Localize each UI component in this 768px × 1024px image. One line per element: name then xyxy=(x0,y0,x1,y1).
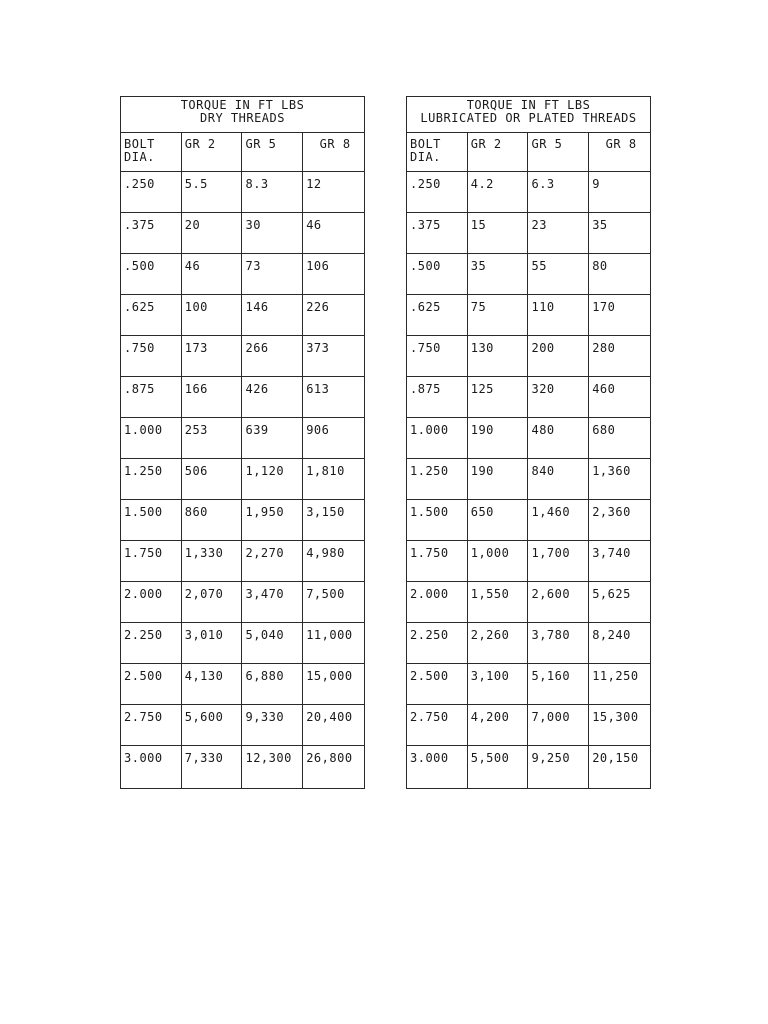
table-row xyxy=(121,377,365,418)
gr8-cell: 3,740 xyxy=(589,541,651,582)
gr5-cell: 8.3 xyxy=(242,172,303,213)
table-title xyxy=(121,97,365,133)
table-row xyxy=(407,500,651,541)
table-row xyxy=(407,664,651,705)
gr8-cell: 12 xyxy=(303,172,365,213)
bolt-dia-cell: .875 xyxy=(407,377,468,418)
gr5-cell: 9,250 xyxy=(528,746,589,789)
table-title xyxy=(407,97,651,133)
bolt-dia-cell: 2.750 xyxy=(407,705,468,746)
gr8-cell: 1,810 xyxy=(303,459,365,500)
gr2-cell: 125 xyxy=(467,377,528,418)
table-row xyxy=(407,746,651,789)
gr2-cell: 1,000 xyxy=(467,541,528,582)
table-row xyxy=(121,746,365,789)
gr5-cell: 30 xyxy=(242,213,303,254)
bolt-dia-cell: 1.000 xyxy=(407,418,468,459)
gr8-cell: 20,400 xyxy=(303,705,365,746)
gr5-cell: 1,950 xyxy=(242,500,303,541)
gr2-cell: 3,100 xyxy=(467,664,528,705)
gr2-cell: 190 xyxy=(467,459,528,500)
gr5-cell: 7,000 xyxy=(528,705,589,746)
gr8-cell: 15,300 xyxy=(589,705,651,746)
bolt-dia-cell: 2.250 xyxy=(407,623,468,664)
gr8-cell: 460 xyxy=(589,377,651,418)
gr2-cell: 75 xyxy=(467,295,528,336)
gr5-cell: 12,300 xyxy=(242,746,303,789)
gr2-cell: 5.5 xyxy=(181,172,242,213)
bolt-dia-cell: .375 xyxy=(407,213,468,254)
table-row xyxy=(407,705,651,746)
gr5-cell: 5,160 xyxy=(528,664,589,705)
bolt-dia-cell: .875 xyxy=(121,377,182,418)
table-row xyxy=(121,418,365,459)
table-row xyxy=(407,254,651,295)
bolt-dia-cell: 1.250 xyxy=(407,459,468,500)
gr5-cell: 480 xyxy=(528,418,589,459)
table-row xyxy=(121,459,365,500)
bolt-dia-cell: 1.250 xyxy=(121,459,182,500)
gr8-cell: 4,980 xyxy=(303,541,365,582)
gr8-cell: 9 xyxy=(589,172,651,213)
gr8-cell: 613 xyxy=(303,377,365,418)
gr8-cell: 80 xyxy=(589,254,651,295)
gr8-cell: 680 xyxy=(589,418,651,459)
bolt-dia-cell: 1.000 xyxy=(121,418,182,459)
bolt-dia-cell: 2.750 xyxy=(121,705,182,746)
bolt-dia-cell: .250 xyxy=(121,172,182,213)
gr2-cell: 506 xyxy=(181,459,242,500)
gr5-cell: 3,470 xyxy=(242,582,303,623)
gr5-cell: 320 xyxy=(528,377,589,418)
bolt-dia-cell: .375 xyxy=(121,213,182,254)
table-title-row xyxy=(121,97,365,133)
bolt-dia-cell: 2.500 xyxy=(407,664,468,705)
gr8-cell: 11,000 xyxy=(303,623,365,664)
gr8-cell: 373 xyxy=(303,336,365,377)
bolt-dia-cell: .750 xyxy=(121,336,182,377)
gr2-cell: 253 xyxy=(181,418,242,459)
gr2-cell: 190 xyxy=(467,418,528,459)
table-title-line2: DRY THREADS xyxy=(200,111,285,125)
gr5-cell: 2,270 xyxy=(242,541,303,582)
gr2-cell: 1,550 xyxy=(467,582,528,623)
header-bolt-dia: BOLT DIA. xyxy=(407,133,468,172)
header-gr5: GR 5 xyxy=(528,133,589,172)
table-title-line1: TORQUE IN FT LBS xyxy=(180,98,305,112)
gr8-cell: 15,000 xyxy=(303,664,365,705)
gr2-cell: 2,070 xyxy=(181,582,242,623)
table-row xyxy=(121,705,365,746)
bolt-dia-cell: .625 xyxy=(121,295,182,336)
table-row xyxy=(121,295,365,336)
gr8-cell: 26,800 xyxy=(303,746,365,789)
gr5-cell: 6,880 xyxy=(242,664,303,705)
bolt-dia-cell: .625 xyxy=(407,295,468,336)
gr8-cell: 226 xyxy=(303,295,365,336)
table-row xyxy=(407,418,651,459)
gr5-cell: 639 xyxy=(242,418,303,459)
bolt-dia-cell: .250 xyxy=(407,172,468,213)
gr8-cell: 7,500 xyxy=(303,582,365,623)
bolt-dia-cell: 2.000 xyxy=(121,582,182,623)
gr2-cell: 20 xyxy=(181,213,242,254)
gr5-cell: 3,780 xyxy=(528,623,589,664)
gr2-cell: 4,200 xyxy=(467,705,528,746)
table-header-row xyxy=(121,133,365,172)
gr5-cell: 200 xyxy=(528,336,589,377)
bolt-dia-cell: 2.500 xyxy=(121,664,182,705)
table-row xyxy=(407,172,651,213)
bolt-dia-cell: 1.500 xyxy=(407,500,468,541)
table-row xyxy=(121,500,365,541)
table-row xyxy=(121,664,365,705)
gr2-cell: 4,130 xyxy=(181,664,242,705)
table-row xyxy=(121,541,365,582)
gr2-cell: 100 xyxy=(181,295,242,336)
gr2-cell: 166 xyxy=(181,377,242,418)
gr2-cell: 3,010 xyxy=(181,623,242,664)
gr8-cell: 11,250 xyxy=(589,664,651,705)
gr2-cell: 15 xyxy=(467,213,528,254)
lubricated-threads-torque-table xyxy=(406,96,651,789)
gr2-cell: 1,330 xyxy=(181,541,242,582)
table-row xyxy=(407,459,651,500)
gr8-cell: 2,360 xyxy=(589,500,651,541)
table-header-row xyxy=(407,133,651,172)
bolt-dia-cell: 3.000 xyxy=(407,746,468,789)
table-row xyxy=(121,213,365,254)
gr5-cell: 1,700 xyxy=(528,541,589,582)
gr5-cell: 110 xyxy=(528,295,589,336)
table-row xyxy=(121,582,365,623)
header-gr2: GR 2 xyxy=(181,133,242,172)
gr2-cell: 860 xyxy=(181,500,242,541)
table-row xyxy=(407,336,651,377)
gr2-cell: 650 xyxy=(467,500,528,541)
gr2-cell: 4.2 xyxy=(467,172,528,213)
table-row xyxy=(121,336,365,377)
gr8-cell: 280 xyxy=(589,336,651,377)
bolt-dia-cell: 2.250 xyxy=(121,623,182,664)
bolt-dia-cell: 1.750 xyxy=(407,541,468,582)
gr2-cell: 46 xyxy=(181,254,242,295)
gr5-cell: 2,600 xyxy=(528,582,589,623)
header-gr8: GR 8 xyxy=(589,133,651,172)
table-row xyxy=(121,254,365,295)
gr5-cell: 55 xyxy=(528,254,589,295)
gr2-cell: 5,600 xyxy=(181,705,242,746)
header-gr5: GR 5 xyxy=(242,133,303,172)
gr2-cell: 5,500 xyxy=(467,746,528,789)
table-row xyxy=(121,172,365,213)
gr5-cell: 73 xyxy=(242,254,303,295)
gr5-cell: 840 xyxy=(528,459,589,500)
table-title-line2: LUBRICATED OR PLATED THREADS xyxy=(420,111,637,125)
gr5-cell: 1,460 xyxy=(528,500,589,541)
gr2-cell: 2,260 xyxy=(467,623,528,664)
table-row xyxy=(407,541,651,582)
bolt-dia-cell: 1.500 xyxy=(121,500,182,541)
bolt-dia-cell: 3.000 xyxy=(121,746,182,789)
gr8-cell: 8,240 xyxy=(589,623,651,664)
bolt-dia-cell: .500 xyxy=(121,254,182,295)
table-row xyxy=(407,295,651,336)
gr8-cell: 906 xyxy=(303,418,365,459)
gr2-cell: 7,330 xyxy=(181,746,242,789)
table-title-row xyxy=(407,97,651,133)
table-row xyxy=(407,623,651,664)
bolt-dia-cell: .500 xyxy=(407,254,468,295)
gr2-cell: 35 xyxy=(467,254,528,295)
gr8-cell: 3,150 xyxy=(303,500,365,541)
gr5-cell: 1,120 xyxy=(242,459,303,500)
table-title-line1: TORQUE IN FT LBS xyxy=(466,98,591,112)
table-row xyxy=(407,213,651,254)
gr5-cell: 426 xyxy=(242,377,303,418)
table-row xyxy=(407,377,651,418)
gr8-cell: 46 xyxy=(303,213,365,254)
gr2-cell: 130 xyxy=(467,336,528,377)
gr5-cell: 5,040 xyxy=(242,623,303,664)
gr8-cell: 5,625 xyxy=(589,582,651,623)
gr5-cell: 266 xyxy=(242,336,303,377)
gr8-cell: 170 xyxy=(589,295,651,336)
gr8-cell: 1,360 xyxy=(589,459,651,500)
gr8-cell: 106 xyxy=(303,254,365,295)
header-bolt-dia: BOLT DIA. xyxy=(121,133,182,172)
table-row xyxy=(407,582,651,623)
gr5-cell: 9,330 xyxy=(242,705,303,746)
bolt-dia-cell: 2.000 xyxy=(407,582,468,623)
gr8-cell: 20,150 xyxy=(589,746,651,789)
gr5-cell: 23 xyxy=(528,213,589,254)
header-gr8: GR 8 xyxy=(303,133,365,172)
gr8-cell: 35 xyxy=(589,213,651,254)
gr5-cell: 146 xyxy=(242,295,303,336)
table-row xyxy=(121,623,365,664)
header-gr2: GR 2 xyxy=(467,133,528,172)
bolt-dia-cell: .750 xyxy=(407,336,468,377)
gr2-cell: 173 xyxy=(181,336,242,377)
gr5-cell: 6.3 xyxy=(528,172,589,213)
bolt-dia-cell: 1.750 xyxy=(121,541,182,582)
dry-threads-torque-table xyxy=(120,96,365,789)
